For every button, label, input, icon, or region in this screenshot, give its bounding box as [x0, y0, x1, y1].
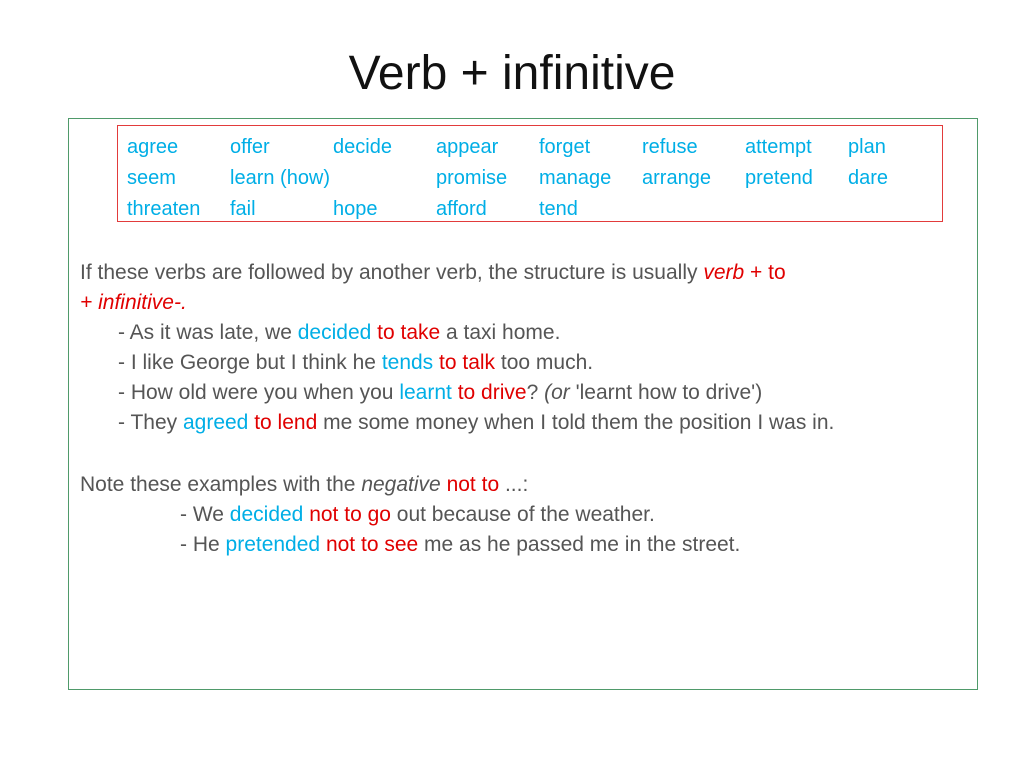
example-negative: not to go	[309, 503, 391, 526]
example-text: - He	[180, 533, 226, 556]
spacer	[80, 438, 970, 470]
example-text: me as he passed me in the street.	[418, 533, 741, 556]
verb-item: refuse	[642, 136, 698, 158]
verb-item: decide	[333, 136, 392, 158]
explanation-text	[80, 258, 970, 560]
example-text: - As it was late, we	[118, 321, 298, 344]
verb-item: dare	[848, 167, 889, 189]
example-negative: not to see	[325, 533, 419, 556]
example-text: too much.	[495, 351, 594, 374]
note-italic: negative	[361, 473, 441, 496]
verb-item: pretend	[745, 167, 813, 189]
verb-item: threaten	[127, 198, 201, 220]
example-verb: decided	[297, 321, 372, 344]
example-infinitive: to talk	[439, 351, 496, 374]
example-infinitive: to take	[377, 321, 441, 344]
verb-item: forget	[539, 136, 591, 158]
verb-item	[745, 194, 848, 225]
verb-item: learn (how)	[230, 167, 331, 189]
infinitive-highlight: + infinitive-.	[80, 291, 187, 314]
example-note-italic: (or	[544, 381, 570, 404]
example-text: - How old were you when you	[118, 381, 400, 404]
example-line	[80, 318, 970, 348]
example-text: ?	[526, 381, 545, 404]
intro-text: If these verbs are followed by another verb, the structure is usually	[80, 261, 704, 284]
example-text: - We	[180, 503, 230, 526]
verb-item: attempt	[745, 136, 812, 158]
example-text: - I like George but I think he	[118, 351, 382, 374]
example-note: 'learnt how to drive')	[569, 381, 763, 404]
note-text: Note these examples with the	[80, 473, 362, 496]
verb-item	[848, 194, 951, 225]
verb-item: arrange	[642, 167, 711, 189]
note-highlight: not to	[446, 473, 500, 496]
example-infinitive: to lend	[254, 411, 318, 434]
example-line	[80, 348, 970, 378]
example-text: a taxi home.	[440, 321, 561, 344]
verb-item: fail	[230, 198, 256, 220]
verb-item: seem	[127, 167, 176, 189]
verb-item: afford	[436, 198, 487, 220]
verb-item	[642, 194, 745, 225]
note-paragraph	[80, 470, 970, 500]
verb-item: appear	[436, 136, 499, 158]
negative-example-line	[80, 530, 970, 560]
intro-paragraph	[80, 258, 970, 318]
verb-item	[333, 163, 436, 194]
example-verb: agreed	[182, 411, 249, 434]
verb-item: manage	[539, 167, 612, 189]
example-verb: decided	[229, 503, 304, 526]
verb-highlight: verb	[703, 261, 745, 284]
verb-item: agree	[127, 136, 179, 158]
plus-to-highlight: + to	[744, 261, 786, 284]
verb-item: tend	[539, 198, 578, 220]
example-line	[80, 378, 970, 408]
negative-example-line	[80, 500, 970, 530]
verb-item: promise	[436, 167, 508, 189]
note-tail: ...:	[499, 473, 529, 496]
verb-item: plan	[848, 136, 886, 158]
example-text: out because of the weather.	[390, 503, 655, 526]
verb-list-grid	[127, 132, 951, 225]
slide-title: Verb + infinitive	[348, 47, 676, 100]
example-verb: learnt	[399, 381, 452, 404]
verb-item: offer	[230, 136, 270, 158]
verb-item: hope	[333, 198, 378, 220]
example-text: me some money when I told them the position I was in.	[317, 411, 835, 434]
example-verb: tends	[381, 351, 434, 374]
example-verb: pretended	[225, 533, 321, 556]
example-text: - They	[118, 411, 183, 434]
example-line	[80, 408, 970, 438]
example-infinitive: to drive	[457, 381, 527, 404]
